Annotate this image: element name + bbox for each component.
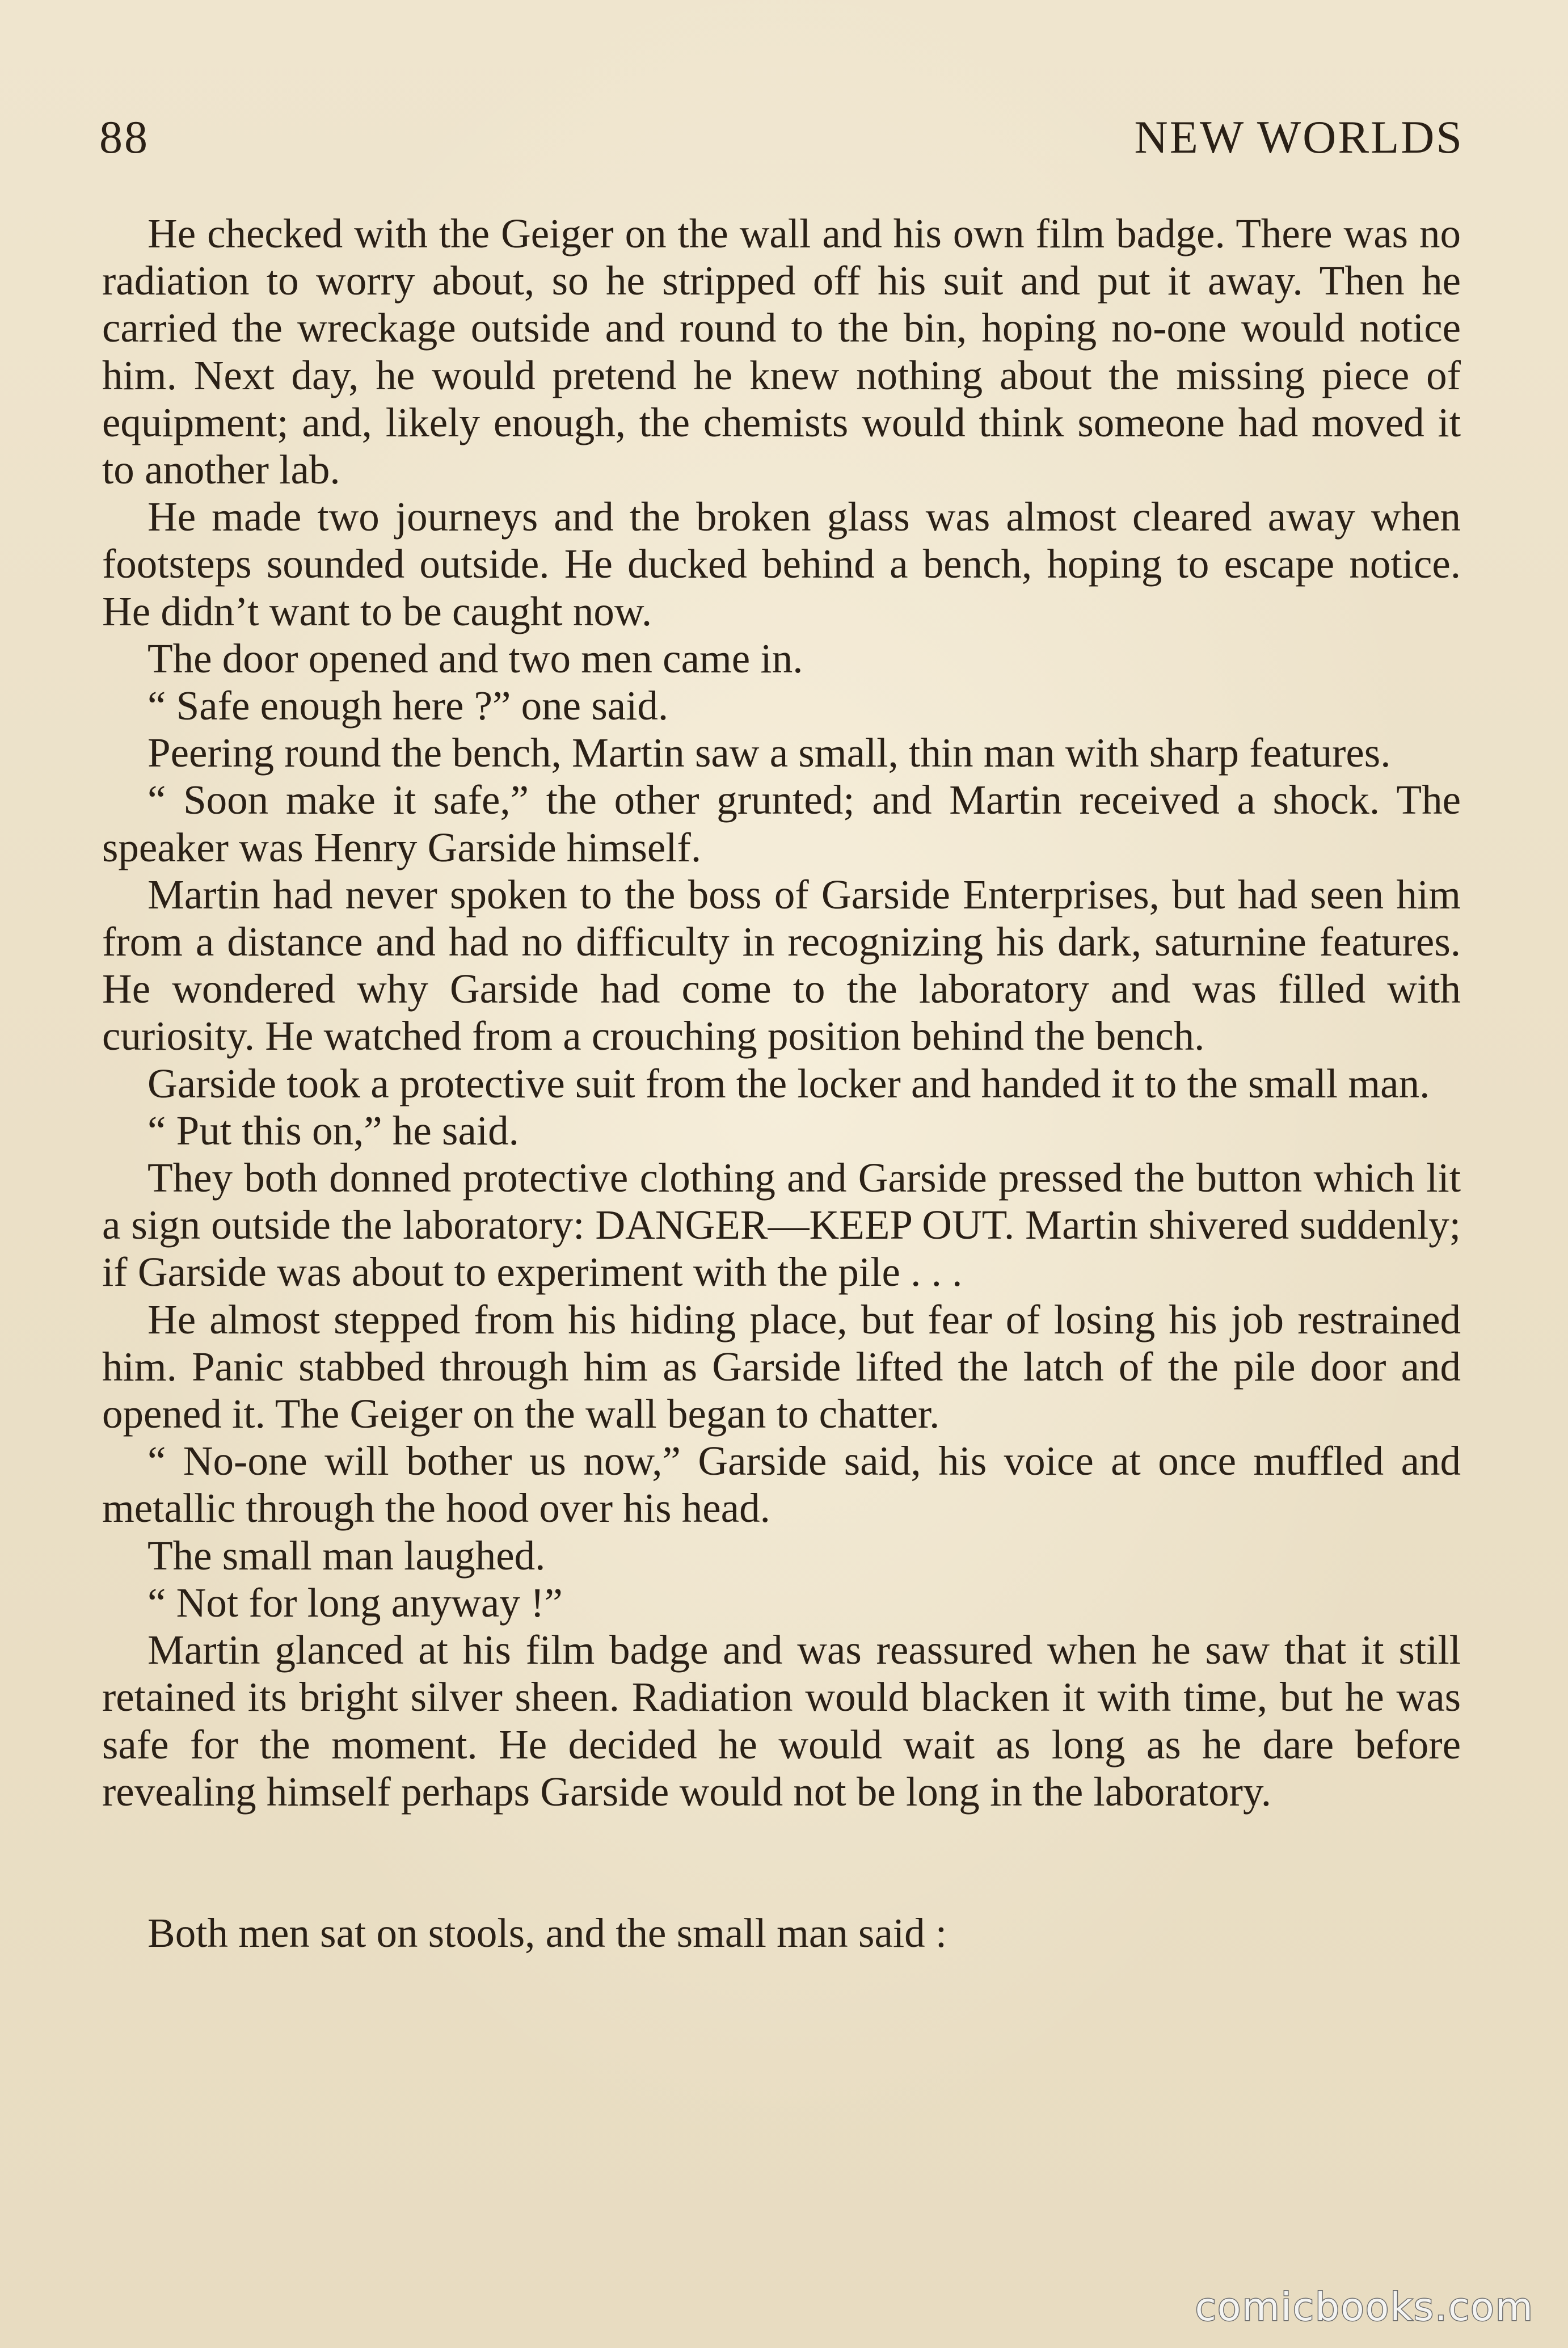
paragraph: The door opened and two men came in. [147,635,803,681]
paragraph: He made two journeys and the broken glass was almost cleared away when footsteps sounded outside. He ducked behind a bench, hoping to escape notice. He didn’t want to be caught now. [102,494,1461,634]
body-text [102,210,1461,1956]
page-number: 88 [99,111,149,163]
paragraph: The small man laughed. [147,1532,546,1579]
paragraph: “ No-one will bother us now,” Garside said, his voice at once muffled and metallic through the hood over his head. [102,1438,1461,1531]
paragraph: “ Not for long anyway !” [147,1579,563,1626]
paragraph: He almost stepped from his hiding place, but fear of losing his job restrained him. Panic stabbed through him as Garside lifted the latch of the pile door and opened it. The Geiger on the wall began to chatter. [102,1296,1461,1437]
watermark: comicbooks.com [1195,2285,1534,2330]
paragraph: “ Safe enough here ?” one said. [147,683,669,729]
page-header [99,111,1464,173]
running-title: NEW WORLDS [1134,111,1464,163]
section-break [102,1815,1461,1909]
final-paragraph: Both men sat on stools, and the small man said : [147,1909,947,1956]
paragraph: They both donned protective clothing and Garside pressed the button which lit a sign outside the laboratory: DANGER—KEEP OUT. Martin shivered suddenly; if Garside was about to experiment with the pile . . . [102,1155,1461,1295]
paragraph: Garside took a protective suit from the locker and handed it to the small man. [147,1060,1430,1106]
paragraph: Martin had never spoken to the boss of Garside Enterprises, but had seen him from a distance and had no difficulty in recognizing his dark, saturnine features. He wondered why Garside had come to the laboratory and was filled with curiosity. He watched from a crouching position behind the bench. [102,871,1461,1059]
paragraph: “ Put this on,” he said. [147,1107,519,1154]
paragraph: “ Soon make it safe,” the other grunted; and Martin received a shock. The speaker was Henry Garside himself. [102,777,1461,870]
paragraph: Martin glanced at his film badge and was reassured when he saw that it still retained its bright silver sheen. Radiation would blacken it with time, but he was safe for the moment. He decided he would wait as long as he dare before revealing himself perhaps Garside would not be long in the laboratory. [102,1627,1461,1815]
paragraph: He checked with the Geiger on the wall and his own film badge. There was no radiation to worry about, so he stripped off his suit and put it away. Then he carried the wreckage outside and round to the bin, hoping no-one would notice him. Next day, he would pretend he knew nothing about the missing piece of equipment; and, likely enough, the chemists would think someone had moved it to another lab. [102,211,1461,493]
paragraph: Peering round the bench, Martin saw a small, thin man with sharp features. [147,730,1391,776]
